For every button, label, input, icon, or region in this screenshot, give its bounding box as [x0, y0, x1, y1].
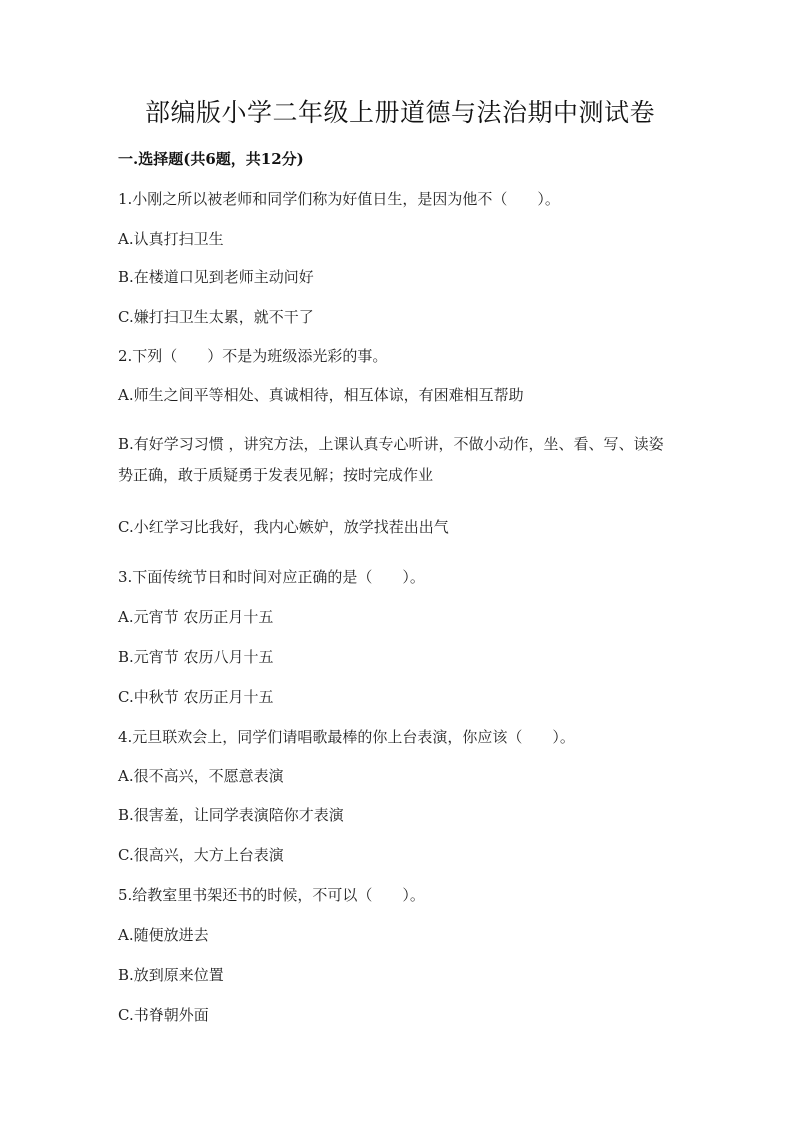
question-3-option-c: C.中秋节 农历正月十五	[118, 688, 274, 706]
question-3-option-a: A.元宵节 农历正月十五	[118, 608, 274, 626]
question-1-option-b: B.在楼道口见到老师主动问好	[118, 268, 314, 286]
question-1-stem: 1.小刚之所以被老师和同学们称为好值日生，是因为他不（ ）。	[118, 190, 560, 208]
question-5-stem: 5.给教室里书架还书的时候，不可以（ ）。	[118, 886, 425, 904]
question-5-option-c: C.书脊朝外面	[118, 1006, 209, 1024]
question-3-stem: 3.下面传统节日和时间对应正确的是（ ）。	[118, 568, 425, 586]
question-2-option-b: B.有好学习习惯 ，讲究方法，上课认真专心听讲，不做小动作，坐、看、写、读姿势正确，敢于质疑勇于发表见解；按时完成作业	[118, 435, 664, 484]
section-heading: 一.选择题(共6题，共12分)	[118, 150, 304, 168]
question-4-stem: 4.元旦联欢会上，同学们请唱歌最棒的你上台表演，你应该（ ）。	[118, 728, 575, 746]
question-4-option-b: B.很害羞，让同学表演陪你才表演	[118, 806, 344, 824]
question-5-option-b: B.放到原来位置	[118, 966, 224, 984]
question-5-option-a: A.随便放进去	[118, 926, 209, 944]
page-title: 部编版小学二年级上册道德与法治期中测试卷	[144, 98, 655, 127]
question-4-option-a: A.很不高兴，不愿意表演	[118, 767, 284, 785]
question-2-stem: 2.下列（ ）不是为班级添光彩的事。	[118, 347, 388, 365]
question-2-option-c: C.小红学习比我好，我内心嫉妒，放学找茬出出气	[118, 518, 449, 536]
question-1-option-a: A.认真打扫卫生	[118, 230, 224, 248]
question-2-option-a: A.师生之间平等相处、真诚相待，相互体谅，有困难相互帮助	[118, 386, 524, 404]
question-4-option-c: C.很高兴，大方上台表演	[118, 846, 284, 864]
question-1-option-c: C.嫌打扫卫生太累，就不干了	[118, 308, 314, 326]
question-3-option-b: B.元宵节 农历八月十五	[118, 648, 274, 666]
